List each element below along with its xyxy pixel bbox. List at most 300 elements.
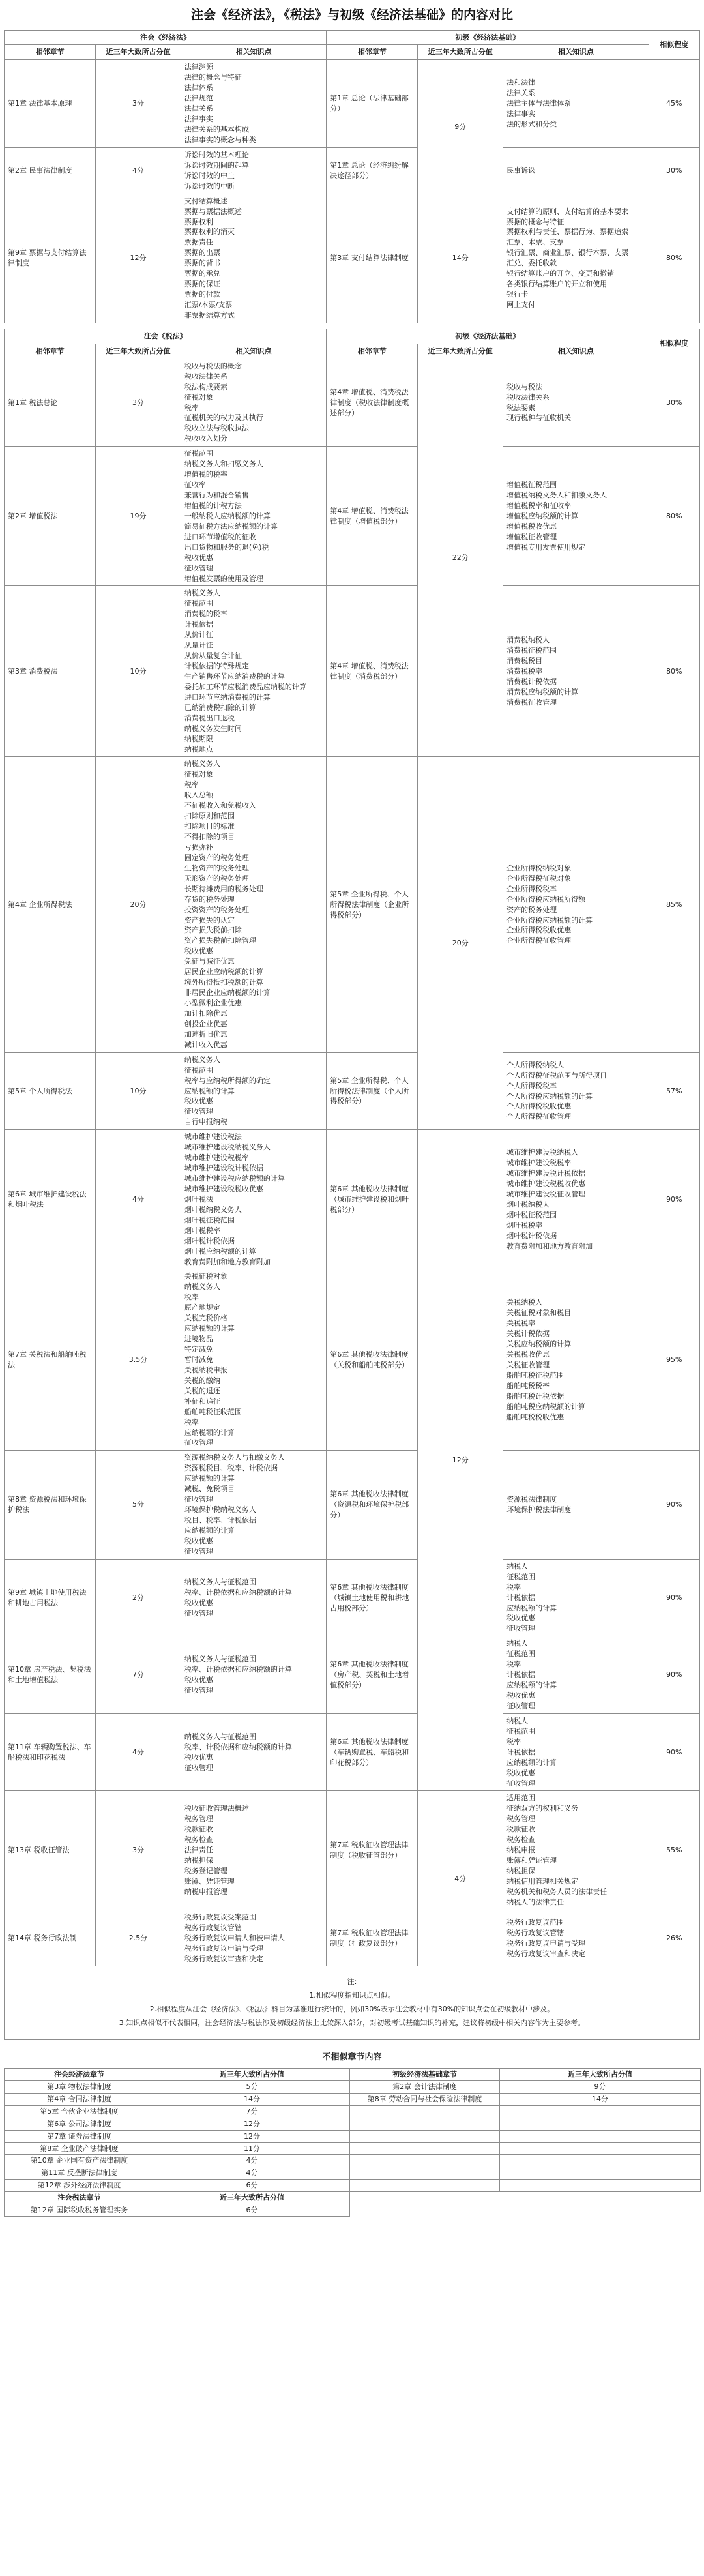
cpa-chapter: 第13章 税收征管法: [5, 1791, 96, 1910]
knowledge-point: 征税范围: [506, 1650, 536, 1659]
knowledge-points: [181, 757, 326, 1052]
knowledge-point: 一般纳税人应纳税额的计算: [184, 511, 271, 520]
similarity-degree: 30%: [649, 359, 699, 447]
knowledge-points: [181, 1451, 326, 1559]
base-group-header: 初级《经济法基础》: [327, 30, 649, 45]
knowledge-point: 长期待摊费用的税务处理: [184, 884, 263, 893]
knowledge-point: 企业所得税征收管理: [506, 936, 572, 945]
cpa-tax-ratio-header: 近三年大致所占分值: [154, 2192, 350, 2204]
knowledge-points: [503, 1636, 649, 1714]
knowledge-point: 票据权利的消灭: [184, 228, 235, 237]
cpa-ratio: 3分: [96, 60, 181, 148]
knowledge-point: 免征与减征优惠: [184, 957, 235, 966]
knowledge-point: 纳税担保: [506, 1867, 536, 1876]
knowledge-point: 纳税申报: [506, 1846, 536, 1855]
knowledge-point: 计税依据: [506, 1747, 536, 1756]
knowledge-point: 委托加工环节应税消费品应纳税的计算: [184, 682, 306, 691]
cpa-law-chapter: 第11章 反垄断法律制度: [5, 2167, 154, 2180]
col-chapter: 相邻章节: [5, 45, 96, 60]
knowledge-point: 消费税征收管理: [506, 698, 557, 707]
knowledge-point: 纳税义务人与征税范围: [184, 1655, 256, 1664]
knowledge-point: 法律的概念与特征: [184, 73, 242, 82]
knowledge-point: 征税范围: [184, 1065, 213, 1074]
cpa-law-chapter: 第6章 公司法律制度: [5, 2118, 154, 2130]
knowledge-points: [503, 1269, 649, 1451]
knowledge-point: 企业所得税税率: [506, 884, 557, 893]
degree-header: 相似程度: [649, 329, 699, 359]
knowledge-point: 资产的税务处理: [506, 905, 557, 914]
knowledge-point: 消费税计税依据: [506, 677, 557, 686]
knowledge-point: 诉讼时效期间的起算: [184, 160, 249, 170]
knowledge-point: 税款征收: [506, 1825, 536, 1834]
table-row: [5, 1713, 700, 1791]
table-row: [5, 2093, 701, 2105]
knowledge-point: 烟叶税应纳税额的计算: [184, 1247, 256, 1256]
cpa-chapter: 第5章 个人所得税法: [5, 1052, 96, 1130]
knowledge-point: 个人所得税纳税人: [506, 1060, 565, 1069]
cpa-law-chapter: 第4章 合同法律制度: [5, 2093, 154, 2105]
knowledge-point: 银行结算账户的开立、变更和撤销: [506, 269, 615, 278]
knowledge-point: 纳税人的法律责任: [506, 1897, 565, 1906]
cpa-ratio: 2.5分: [96, 1910, 181, 1966]
knowledge-point: 征税对象: [184, 770, 213, 779]
col-points: 相关知识点: [181, 45, 326, 60]
knowledge-points: [503, 447, 649, 586]
cpa-ratio: 10分: [96, 1052, 181, 1130]
table-row: [5, 147, 700, 194]
base-ratio: [500, 2118, 701, 2130]
cpa-ratio: 12分: [154, 2130, 350, 2142]
col-points: 相关知识点: [503, 344, 649, 359]
knowledge-point: 法律事实: [506, 110, 536, 119]
knowledge-point: 自行申报纳税: [184, 1118, 227, 1127]
cpa-law-chapter: 第5章 合伙企业法律制度: [5, 2105, 154, 2118]
knowledge-point: 征税范围: [184, 449, 213, 458]
cpa-ratio: 4分: [96, 147, 181, 194]
knowledge-point: 特定减免: [184, 1345, 213, 1354]
knowledge-point: 税务行政复议申请与受理: [506, 1938, 586, 1947]
knowledge-point: 征税机关的权力及其执行: [184, 413, 263, 422]
base-ratio: 12分: [418, 1130, 503, 1791]
knowledge-point: 资产损失税前扣除: [184, 926, 242, 935]
knowledge-point: 税率、计税依据和应纳税额的计算: [184, 1665, 292, 1674]
knowledge-point: 关税的退还: [184, 1386, 220, 1395]
knowledge-point: 收入总额: [184, 791, 213, 800]
knowledge-point: 法和法律: [506, 78, 536, 87]
knowledge-point: 税法要素: [506, 403, 536, 412]
table-row: [5, 1910, 700, 1966]
knowledge-point: 税率: [184, 1417, 199, 1427]
knowledge-point: 征税对象: [184, 392, 213, 402]
base-ratio-header: 近三年大致所占分值: [500, 2068, 701, 2080]
knowledge-point: 税收优惠: [184, 947, 213, 956]
knowledge-point: 船舶吨税应纳税额的计算: [506, 1402, 586, 1411]
knowledge-point: 票据责任: [184, 238, 213, 247]
cpa-ratio: 10分: [96, 586, 181, 757]
col-points: 相关知识点: [503, 45, 649, 60]
knowledge-point: 城市维护建设税应纳税额的计算: [184, 1174, 285, 1183]
table-row: [5, 2105, 701, 2118]
knowledge-point: 汇票、本票、支票: [506, 238, 565, 247]
knowledge-point: 税务登记管理: [184, 1867, 227, 1876]
knowledge-points: [503, 1791, 649, 1910]
table-row: [5, 1559, 700, 1636]
knowledge-point: 资产损失税前扣除管理: [184, 936, 256, 945]
knowledge-point: 征税范围: [184, 599, 213, 608]
knowledge-point: 出口货物和服务的退(免)税: [184, 542, 269, 552]
col-chapter: 相邻章节: [327, 344, 418, 359]
knowledge-points: [181, 1910, 326, 1966]
notes-block: [4, 1966, 700, 2040]
knowledge-point: 消费税的税率: [184, 610, 227, 619]
knowledge-point: 扣除原则和范围: [184, 812, 235, 821]
knowledge-point: 汇票/本票/支票: [184, 301, 233, 310]
cpa-ratio-header: 近三年大致所占分值: [154, 2068, 350, 2080]
knowledge-point: 税法构成要素: [184, 382, 227, 391]
knowledge-point: 税务行政复议审查和决定: [506, 1949, 586, 1958]
knowledge-point: 税务行政复议申请人和被申请人: [184, 1933, 285, 1942]
knowledge-point: 企业所得税应纳税额的计算: [506, 915, 593, 925]
cpa-chapter: 第9章 票据与支付结算法律制度: [5, 194, 96, 323]
table-row: [5, 194, 700, 323]
knowledge-point: 纳税地点: [184, 745, 213, 754]
knowledge-point: 纳税义务人和扣缴义务人: [184, 460, 263, 469]
knowledge-point: 法律体系: [184, 83, 213, 93]
knowledge-points: [503, 1713, 649, 1791]
base-chapter: [350, 2118, 500, 2130]
knowledge-point: 增值税征税范围: [506, 481, 557, 490]
base-ratio: [500, 2105, 701, 2118]
similarity-degree: 26%: [649, 1910, 699, 1966]
knowledge-point: 各类银行结算账户的开立和使用: [506, 280, 608, 289]
knowledge-point: 城市维护建设税税率: [506, 1159, 572, 1168]
knowledge-point: 应纳税额的计算: [506, 1603, 557, 1612]
base-chapter: 第6章 其他税收法律制度（城市维护建设税和烟叶税部分）: [327, 1130, 418, 1269]
knowledge-point: 税收收入划分: [184, 434, 227, 443]
cpa-ratio: 7分: [154, 2105, 350, 2118]
knowledge-point: 城市维护建设税征收管理: [506, 1189, 586, 1198]
knowledge-point: 征收管理: [184, 1547, 213, 1556]
table-row: [5, 2142, 701, 2155]
knowledge-points: [181, 1636, 326, 1714]
knowledge-point: 企业所得税征税对象: [506, 874, 572, 883]
table-row: [5, 447, 700, 586]
knowledge-point: 票据的付款: [184, 290, 220, 299]
cpa-chapter: 第8章 资源税法和环境保护税法: [5, 1451, 96, 1559]
knowledge-point: 税款征收: [184, 1825, 213, 1834]
col-ratio: 近三年大致所占分值: [96, 344, 181, 359]
cpa-ratio: 11分: [154, 2142, 350, 2155]
knowledge-point: 烟叶税计税依据: [506, 1231, 557, 1240]
knowledge-point: 网上支付: [506, 301, 536, 310]
knowledge-point: 征收管理: [184, 563, 213, 572]
knowledge-point: 关税应纳税额的计算: [506, 1340, 572, 1349]
knowledge-point: 进口环节增值税的征收: [184, 532, 256, 541]
col-chapter: 相邻章节: [5, 344, 96, 359]
cpa-law-chapter-header: 注会经济法章节: [5, 2068, 154, 2080]
knowledge-point: 汇兑、委托收款: [506, 259, 557, 268]
knowledge-point: 征收管理: [506, 1701, 536, 1710]
knowledge-point: 居民企业应纳税额的计算: [184, 968, 263, 977]
knowledge-point: 增值税税率和征收率: [506, 501, 572, 510]
table-row: [5, 359, 700, 447]
knowledge-point: 计税依据: [184, 620, 213, 629]
knowledge-point: 存货的税务处理: [184, 895, 235, 904]
base-ratio: [500, 2167, 701, 2180]
knowledge-point: 法律责任: [184, 1846, 213, 1855]
similarity-degree: 90%: [649, 1451, 699, 1559]
col-chapter: 相邻章节: [327, 45, 418, 60]
cpa-ratio: 12分: [154, 2118, 350, 2130]
similarity-degree: 30%: [649, 147, 699, 194]
cpa-law-chapter: 第12章 涉外经济法律制度: [5, 2180, 154, 2192]
cpa-chapter: 第6章 城市维护建设税法和烟叶税法: [5, 1130, 96, 1269]
knowledge-point: 征收管理: [184, 1686, 213, 1695]
knowledge-points: [503, 359, 649, 447]
knowledge-point: 城市维护建设税计税依据: [184, 1164, 263, 1173]
knowledge-point: 税率、计税依据和应纳税额的计算: [184, 1742, 292, 1751]
knowledge-point: 法律规范: [184, 94, 213, 103]
cpa-ratio: 3分: [96, 359, 181, 447]
knowledge-points: [503, 1559, 649, 1636]
cpa-ratio: 5分: [96, 1451, 181, 1559]
knowledge-point: 进境物品: [184, 1335, 213, 1344]
knowledge-point: 已纳消费税扣除的计算: [184, 703, 256, 712]
table-row: [5, 2080, 701, 2093]
knowledge-point: 票据的出票: [184, 248, 220, 258]
knowledge-point: 税务行政复议管辖: [506, 1928, 565, 1937]
knowledge-point: 烟叶税计税依据: [184, 1236, 235, 1245]
knowledge-point: 从量计征: [184, 641, 213, 650]
base-ratio: 20分: [418, 757, 503, 1130]
knowledge-point: 税务管理: [184, 1814, 213, 1824]
table-row: [5, 1269, 700, 1451]
knowledge-points: [181, 1052, 326, 1130]
knowledge-point: 征收管理: [184, 1438, 213, 1447]
knowledge-point: 消费税出口退税: [184, 713, 235, 722]
knowledge-point: 税收优惠: [506, 1614, 536, 1623]
knowledge-point: 税务检查: [184, 1835, 213, 1844]
knowledge-point: 城市维护建设税税率: [184, 1153, 249, 1162]
knowledge-point: 计税依据: [506, 1593, 536, 1602]
knowledge-point: 原产地规定: [184, 1303, 220, 1312]
knowledge-point: 征收管理: [184, 1763, 213, 1772]
knowledge-point: 税务管理: [506, 1814, 536, 1824]
knowledge-points: [503, 60, 649, 148]
cpa-chapter: 第4章 企业所得税法: [5, 757, 96, 1052]
knowledge-point: 征收率: [184, 481, 206, 490]
base-chapter: 第5章 企业所得税、个人所得税法律制度（企业所得税部分）: [327, 757, 418, 1052]
knowledge-point: 征收管理: [506, 1624, 536, 1633]
knowledge-point: 诉讼时效的中止: [184, 171, 235, 180]
knowledge-point: 税收征收管理法概述: [184, 1804, 249, 1813]
knowledge-point: 资源税法律制度: [506, 1495, 557, 1504]
knowledge-point: 法律关系: [506, 89, 536, 98]
knowledge-point: 纳税人: [506, 1639, 529, 1648]
table-row: [5, 586, 700, 757]
knowledge-point: 税收立法与税收执法: [184, 424, 249, 433]
base-chapter: 第2章 会计法律制度: [350, 2080, 500, 2093]
knowledge-points: [503, 1130, 649, 1269]
col-ratio: 近三年大致所占分值: [418, 344, 503, 359]
knowledge-point: 法律事实: [184, 115, 213, 124]
knowledge-point: 法律关系: [184, 104, 213, 113]
knowledge-point: 应纳税额的计算: [184, 1428, 235, 1437]
knowledge-point: 固定资产的税务处理: [184, 853, 249, 862]
cpa-ratio: 20分: [96, 757, 181, 1052]
similarity-degree: 90%: [649, 1713, 699, 1791]
knowledge-point: 民事诉讼: [506, 166, 536, 175]
knowledge-point: 简易征税方法应纳税额的计算: [184, 522, 278, 531]
knowledge-point: 计税依据的特殊规定: [184, 662, 249, 671]
knowledge-point: 城市维护建设税税收优惠: [184, 1184, 263, 1193]
knowledge-point: 票据的概念与特征: [506, 217, 565, 226]
knowledge-point: 现行税种与征收机关: [506, 413, 572, 422]
base-chapter: [350, 2105, 500, 2118]
cpa-ratio: 3.5分: [96, 1269, 181, 1451]
knowledge-point: 税收优惠: [184, 1753, 213, 1762]
base-chapter: 第1章 总论（经济纠纷解决途径部分）: [327, 147, 418, 194]
similarity-degree: 85%: [649, 757, 699, 1052]
similarity-degree: 95%: [649, 1269, 699, 1451]
knowledge-point: 企业所得税税收优惠: [506, 926, 572, 935]
similarity-degree: 80%: [649, 447, 699, 586]
knowledge-point: 税务行政复议管辖: [184, 1923, 242, 1932]
knowledge-point: 税收优惠: [506, 1691, 536, 1700]
table-row: [5, 2155, 701, 2167]
note-line: 3.知识点相似不代表相同，注会经济法与税法涉及初级经济法上比较深入部分，对初级考试基础知识的补充，建议将初级中相关内容作为主要参考。: [119, 2019, 585, 2028]
knowledge-point: 税务检查: [506, 1835, 536, 1844]
knowledge-point: 征税范围: [506, 1572, 536, 1581]
knowledge-point: 个人所得税应纳税额的计算: [506, 1091, 593, 1101]
cpa-law-chapter: 第3章 物权法律制度: [5, 2080, 154, 2093]
page-title: 注会《经济法》，《税法》与初级《经济法基础》的内容对比: [190, 8, 513, 22]
knowledge-point: 纳税义务人与征税范围: [184, 1577, 256, 1586]
base-ratio: 14分: [418, 194, 503, 323]
cpa-chapter: 第1章 法律基本原理: [5, 60, 96, 148]
knowledge-point: 船舶吨税税收优惠: [506, 1412, 565, 1421]
knowledge-point: 纳税信用管理相关规定: [506, 1876, 579, 1886]
knowledge-point: 计税依据: [506, 1670, 536, 1680]
cpa-chapter: 第2章 增值税法: [5, 447, 96, 586]
knowledge-point: 纳税期限: [184, 734, 213, 743]
knowledge-point: 企业所得税应纳税所得额: [506, 895, 586, 904]
knowledge-point: 税收优惠: [184, 1536, 213, 1545]
table-row: [5, 2167, 701, 2180]
knowledge-point: 环境保护税纳税义务人: [184, 1505, 256, 1515]
base-ratio: [500, 2130, 701, 2142]
knowledge-point: 补征和追征: [184, 1397, 220, 1406]
base-chapter: [350, 2167, 500, 2180]
knowledge-point: 加计扣除优惠: [184, 1009, 227, 1018]
knowledge-point: 税率: [506, 1660, 521, 1669]
knowledge-point: 票据的承兑: [184, 269, 220, 278]
knowledge-point: 增值税专用发票使用规定: [506, 542, 586, 552]
knowledge-point: 关税的缴纳: [184, 1376, 220, 1385]
base-chapter: 第1章 总论（法律基础部分）: [327, 60, 418, 148]
knowledge-point: 不得扣除的项目: [184, 833, 235, 842]
knowledge-point: 消费税纳税人: [506, 636, 550, 645]
base-chapter: 第6章 其他税收法律制度（城镇土地使用税和耕地占用税部分）: [327, 1559, 418, 1636]
knowledge-point: 应纳税额的计算: [184, 1086, 235, 1095]
cpa-ratio: 3分: [96, 1791, 181, 1910]
table-row: [5, 1451, 700, 1559]
knowledge-point: 法律关系的基本构成: [184, 125, 249, 134]
similarity-degree: 80%: [649, 586, 699, 757]
knowledge-point: 增值税的计税方法: [184, 501, 242, 510]
knowledge-point: 资源税税目、税率、计税依据: [184, 1464, 278, 1473]
knowledge-point: 账簿、凭证管理: [184, 1876, 235, 1886]
cpa-ratio: 2分: [96, 1559, 181, 1636]
knowledge-point: 征收管理: [184, 1495, 213, 1504]
unrelated-table: [4, 2068, 701, 2217]
knowledge-points: [503, 1451, 649, 1559]
base-chapter: 第6章 其他税收法律制度（房产税、契税和土地增值税部分）: [327, 1636, 418, 1714]
knowledge-point: 税目、税率、计税依据: [184, 1516, 256, 1525]
knowledge-point: 增值税纳税义务人和扣缴义务人: [506, 491, 608, 500]
knowledge-point: 环境保护税法律制度: [506, 1505, 572, 1515]
knowledge-point: 税收优惠: [184, 1598, 213, 1607]
base-chapter: 第8章 劳动合同与社会保险法律制度: [350, 2093, 500, 2105]
knowledge-point: 暂时减免: [184, 1355, 213, 1364]
knowledge-point: 纳税义务发生时间: [184, 724, 242, 733]
knowledge-point: 增值税税收优惠: [506, 522, 557, 531]
knowledge-point: 票据权利与责任、票据行为、票据追索: [506, 228, 629, 237]
knowledge-point: 税率: [506, 1582, 521, 1591]
knowledge-point: 征收管理: [506, 1779, 536, 1788]
knowledge-point: 进口环节应纳消费税的计算: [184, 692, 271, 702]
base-ratio: 9分: [500, 2080, 701, 2093]
note-line: 注:: [347, 1977, 357, 1987]
table-row: [5, 1791, 700, 1910]
base-group-header: 初级《经济法基础》: [327, 329, 649, 344]
knowledge-point: 消费税税率: [506, 667, 543, 676]
cpa-chapter: 第1章 税法总论: [5, 359, 96, 447]
knowledge-point: 烟叶税纳税人: [506, 1200, 550, 1209]
cpa-ratio: 14分: [154, 2093, 350, 2105]
knowledge-point: 纳税义务人: [184, 1055, 220, 1064]
knowledge-point: 生物资产的税务处理: [184, 863, 249, 872]
knowledge-point: 纳税人: [506, 1562, 529, 1571]
knowledge-point: 城市维护建设税计税依据: [506, 1169, 586, 1178]
knowledge-point: 扣除项目的标准: [184, 822, 235, 831]
knowledge-points: [503, 757, 649, 1052]
similarity-degree: 90%: [649, 1130, 699, 1269]
degree-header: 相似程度: [649, 30, 699, 60]
base-chapter-header: 初级经济法基础章节: [350, 2068, 500, 2080]
knowledge-point: 纳税义务人: [184, 589, 220, 598]
knowledge-points: [181, 1130, 326, 1269]
knowledge-point: 票据的保证: [184, 280, 220, 289]
knowledge-point: 税率: [184, 1293, 199, 1302]
knowledge-point: 税收与税法: [506, 382, 543, 391]
col-ratio: 近三年大致所占分值: [96, 45, 181, 60]
cpa-chapter: 第2章 民事法律制度: [5, 147, 96, 194]
knowledge-point: 烟叶税税率: [506, 1221, 543, 1230]
knowledge-points: [503, 194, 649, 323]
knowledge-point: 应纳税额的计算: [506, 1681, 557, 1690]
cpa-law-chapter: 第10章 企业国有资产法律制度: [5, 2155, 154, 2167]
cpa-tax-chapter: 第12章 国际税收税务管理实务: [5, 2204, 154, 2217]
table-row: [5, 1636, 700, 1714]
knowledge-point: 增值税应纳税额的计算: [506, 511, 579, 520]
knowledge-points: [503, 586, 649, 757]
similarity-degree: 57%: [649, 1052, 699, 1130]
note-line: 2.相似程度从注会《经济法》、《税法》科目为基准进行统计的，例如30%表示注会教材中有30%的知识点会在初级教材中涉及。: [149, 2005, 555, 2014]
knowledge-point: 税收法律关系: [506, 392, 550, 402]
knowledge-point: 非票据结算方式: [184, 310, 235, 319]
knowledge-point: 消费税应纳税额的计算: [506, 687, 579, 696]
